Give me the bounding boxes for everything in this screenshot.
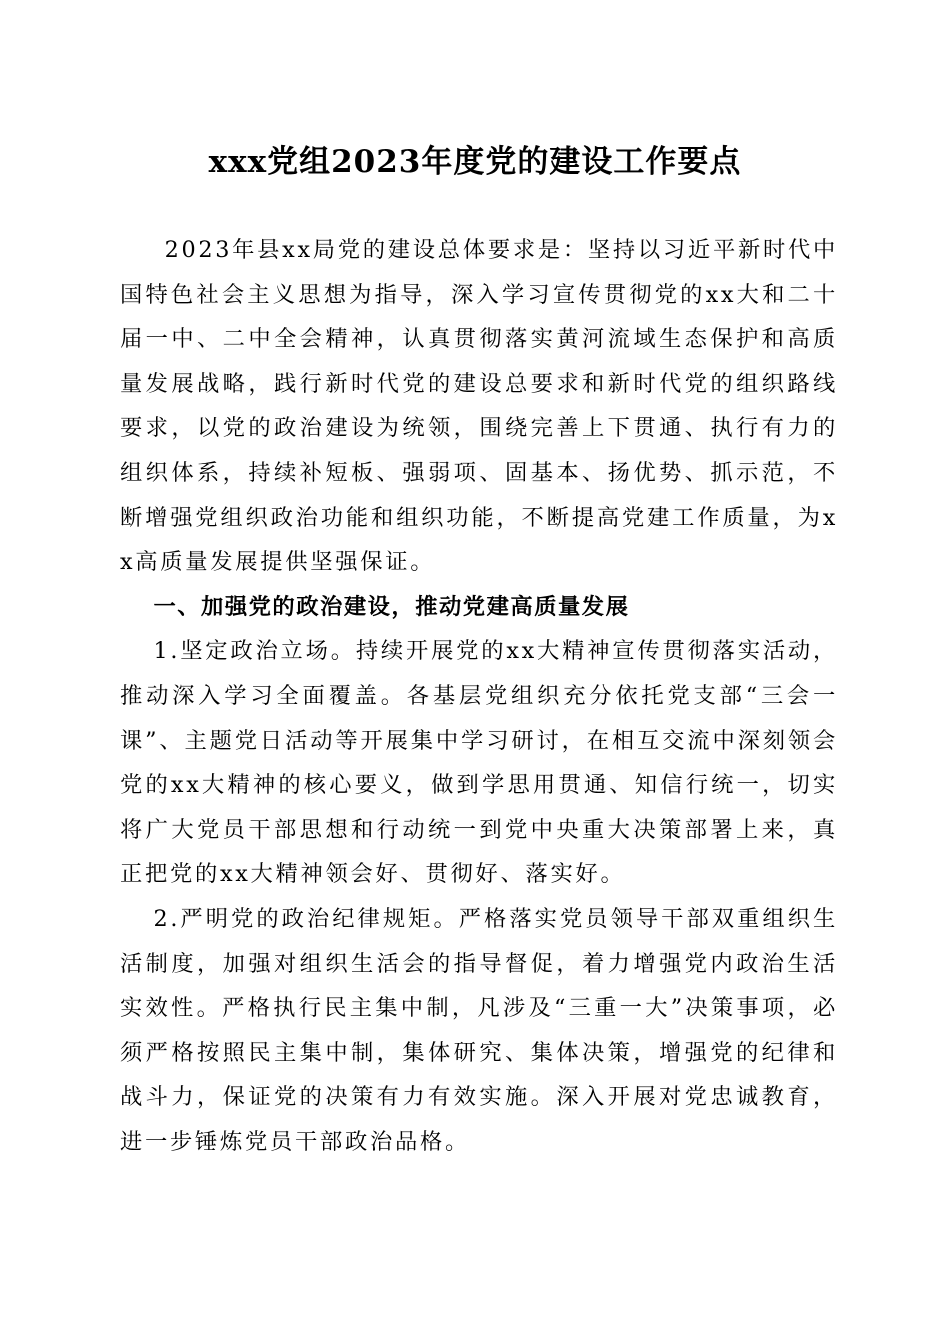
document-title: xxx党组2023年度党的建设工作要点 <box>208 144 742 180</box>
section-heading: 一、加强党的政治建设，推动党建高质量发展 <box>153 593 630 620</box>
intro-paragraph: 2023年县xx局党的建设总体要求是：坚持以习近平新时代中国特色社会主义思想为指导，深入学习宣传贯彻党的xx大和二十届一中、二中全会精神，认真贯彻落实黄河流域生态保护和高质量发展战略，践行新时代党的建设总要求和新时代党的组织路线要求，以党的政治建设为统领，围绕完善上下贯通、执行有力的组织体系，持续补短板、强弱项、固基本、扬优势、抓示范，不断增强党组织政治功能和组织功能，不断提高党建工作质量，为xx高质量发展提供坚强保证。 <box>120 237 838 576</box>
list-item: 1.坚定政治立场。持续开展党的xx大精神宣传贯彻落实活动，推动深入学习全面覆盖。各基层党组织充分依托党支部“三会一课”、主题党日活动等开展集中学习研讨，在相互交流中深刻领会党的xx大精神的核心要义，做到学思用贯通、知信行统一，切实将广大党员干部思想和行动统一到党中央重大决策部署上来，真正把党的xx大精神领会好、贯彻好、落实好。 <box>120 638 838 888</box>
list-item: 2.严明党的政治纪律规矩。严格落实党员领导干部双重组织生活制度，加强对组织生活会的指导督促，着力增强党内政治生活实效性。严格执行民主集中制，凡涉及“三重一大”决策事项，必须严格按照民主集中制，集体研究、集体决策，增强党的纪律和战斗力，保证党的决策有力有效实施。深入开展对党忠诚教育，进一步锤炼党员干部政治品格。 <box>120 905 838 1155</box>
document-body <box>120 228 838 1164</box>
